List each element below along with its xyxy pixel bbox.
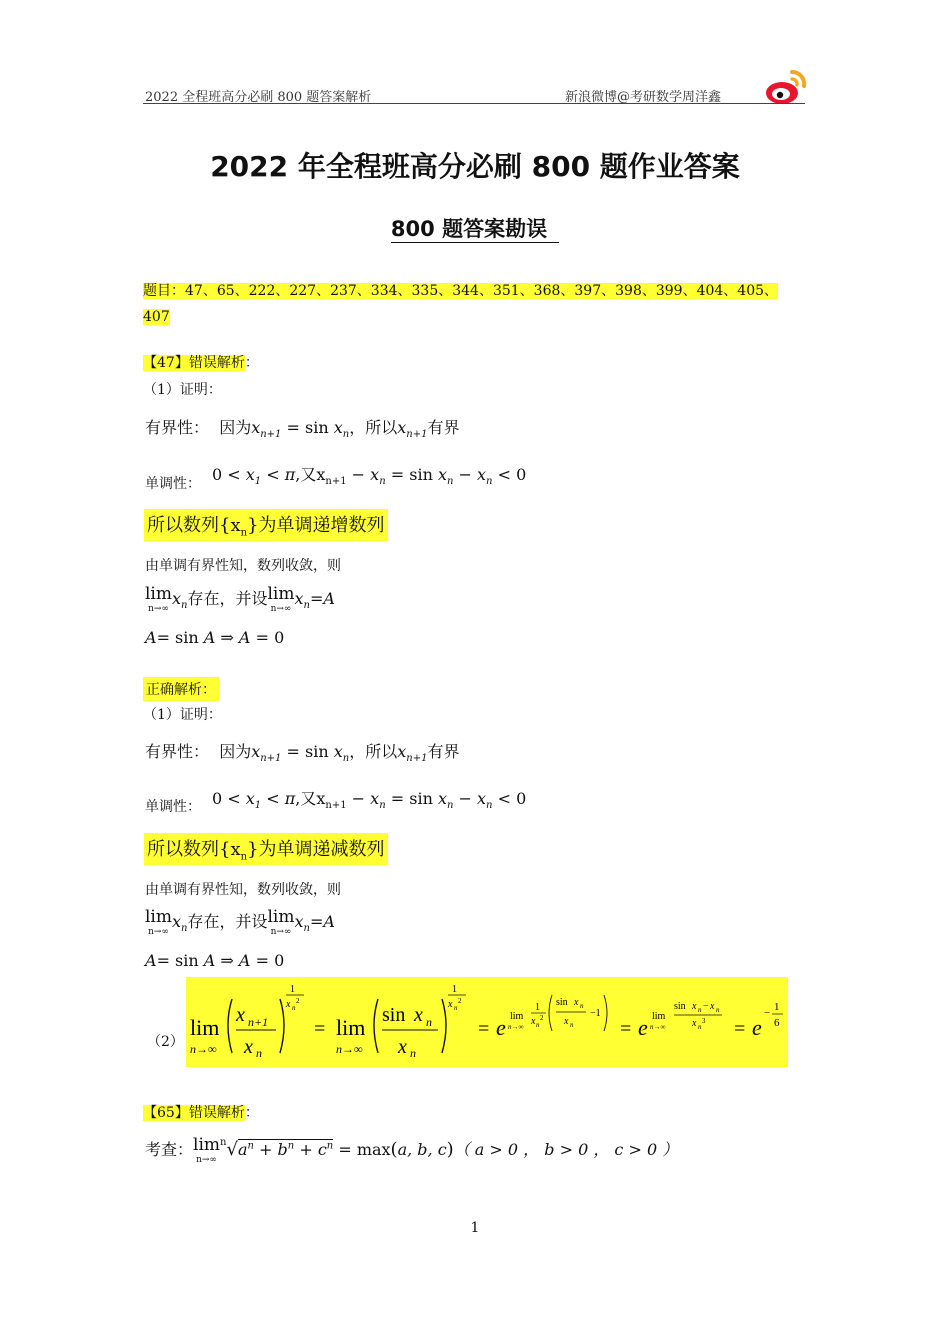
svg-text:2: 2 [540, 1014, 544, 1022]
svg-text:x: x [531, 1016, 536, 1027]
mono-label: 单调性： [145, 476, 201, 492]
svg-text:n: n [698, 1023, 702, 1031]
proof-label: （1）证明： [143, 382, 222, 398]
mono-label-2: 单调性： [145, 799, 201, 815]
topic-list [143, 278, 807, 330]
proof-label-2: （1）证明： [143, 707, 222, 723]
svg-text:n→∞: n→∞ [508, 1023, 524, 1031]
svg-text:−1: −1 [590, 1008, 601, 1019]
lim-1-sub: n→∞ [190, 1042, 217, 1056]
lim-1: lim [190, 1015, 220, 1040]
svg-text:n: n [698, 1006, 702, 1014]
svg-text:x: x [564, 1016, 569, 1027]
svg-text:n: n [716, 1006, 720, 1014]
svg-text:n: n [580, 1002, 584, 1010]
page-title: 2022 年全程班高分必刷 800 题作业答案 [210, 150, 740, 183]
svg-text:x: x [244, 1036, 253, 1058]
svg-text:n: n [536, 1021, 540, 1029]
correct-heading: 正确解析： [143, 677, 219, 701]
svg-text:=: = [620, 1018, 632, 1040]
svg-text:n: n [292, 1004, 296, 1012]
svg-text:n: n [570, 1021, 574, 1029]
svg-text:3: 3 [702, 1017, 706, 1025]
svg-text:e: e [496, 1015, 506, 1040]
svg-text:1: 1 [535, 1002, 540, 1013]
section-65-heading: 【65】错误解析： [143, 1105, 259, 1121]
svg-text:x: x [286, 999, 291, 1010]
limit-exists-line-2: lim n→∞ $x_n$存在，并设 lim n→∞ $x_n=A$ [145, 907, 335, 937]
bounded-line: 有界性： 因为$x_{n+1} = \sin x_n$，所以$x_{n+1}$有界 [145, 418, 460, 441]
mono-formula-2: $0 < x_1 < \pi$,又$x_{n+1} - x_n = \sin x_n - x_n < 0$ [212, 789, 527, 812]
part2-formula [186, 977, 788, 1067]
svg-text:x: x [574, 997, 579, 1008]
svg-text:n→∞: n→∞ [650, 1023, 666, 1031]
svg-text:x: x [692, 1001, 697, 1012]
limit-result-1: A= sin A ⇒ A = 0 [145, 628, 285, 647]
bounded-line-2: 有界性： 因为$x_{n+1} = \sin x_n$，所以$x_{n+1}$有界 [145, 742, 460, 765]
svg-text:x: x [398, 1036, 407, 1058]
topic-list-line1: 题目：47、65、222、227、237、334、335、344、351、368、397、398、399、404、405、 [143, 283, 779, 299]
svg-text:n: n [256, 1046, 262, 1060]
svg-text:x: x [692, 1018, 697, 1029]
section-65-test: 考查： lim n→∞ $^n√a^n + b^n + c^n = \max(a$, b, c)（ a > 0 ， b > 0 ， c > 0 ） [145, 1135, 679, 1165]
svg-text:6: 6 [774, 1017, 780, 1029]
svg-text:−: − [703, 1001, 709, 1012]
svg-text:x: x [710, 1001, 715, 1012]
limit-exists-line-1: lim n→∞ $x_n$存在，并设 lim n→∞ $x_n=A$ [145, 584, 335, 614]
correct-conclusion: 所以数列$\{x_n\}$为单调递减数列 [144, 833, 388, 865]
svg-text:n: n [426, 1015, 432, 1029]
svg-text:e: e [638, 1015, 648, 1040]
wrong-conclusion: 所以数列$\{x_n\}$为单调递增数列 [144, 509, 388, 541]
svg-text:1: 1 [452, 984, 457, 995]
svg-text:=: = [478, 1018, 490, 1040]
svg-text:sin: sin [674, 1001, 686, 1012]
svg-text:n: n [410, 1046, 416, 1060]
svg-text:sin: sin [556, 997, 568, 1008]
svg-text:e: e [752, 1015, 762, 1040]
header-right-text: 新浪微博@考研数学周洋鑫 [565, 90, 722, 105]
svg-text:x: x [448, 999, 453, 1010]
mono-formula: $0 < x_1 < \pi$,又$x_{n+1} - x_n = \sin x_n - x_n < 0$ [212, 465, 527, 488]
converge-text-1: 由单调有界性知，数列收敛，则 [145, 558, 341, 574]
header-divider [143, 103, 805, 104]
page-number: 1 [470, 1220, 480, 1236]
svg-text:lim: lim [336, 1015, 366, 1040]
weibo-logo-icon [764, 66, 808, 106]
section-47-heading: 【47】错误解析： [143, 355, 259, 371]
svg-text:x: x [236, 1004, 245, 1026]
part2-label: （2） [147, 1034, 184, 1050]
svg-text:=: = [734, 1018, 746, 1040]
header-left-text: 2022 全程班高分必刷 800 题答案解析 [145, 90, 372, 105]
svg-text:−: − [764, 1007, 771, 1019]
svg-text:1: 1 [290, 984, 295, 995]
converge-text-2: 由单调有界性知，数列收敛，则 [145, 882, 341, 898]
svg-text:2: 2 [296, 997, 300, 1005]
svg-text:sin: sin [382, 1004, 406, 1026]
svg-text:n+1: n+1 [248, 1015, 269, 1029]
topic-list-line2: 407 [143, 309, 170, 325]
svg-text:2: 2 [458, 997, 462, 1005]
svg-text:lim: lim [510, 1011, 524, 1022]
svg-text:lim: lim [652, 1011, 666, 1022]
svg-text:=: = [314, 1018, 326, 1040]
page-subtitle: 800 题答案勘误 [0, 213, 950, 243]
svg-text:n: n [454, 1004, 458, 1012]
limit-result-2: A= sin A ⇒ A = 0 [145, 951, 285, 970]
svg-text:1: 1 [774, 1001, 780, 1013]
svg-text:x: x [414, 1004, 423, 1026]
svg-text:n→∞: n→∞ [336, 1042, 363, 1056]
condition-text: （ a > 0 ， b > 0 ， c > 0 ） [453, 1140, 679, 1159]
